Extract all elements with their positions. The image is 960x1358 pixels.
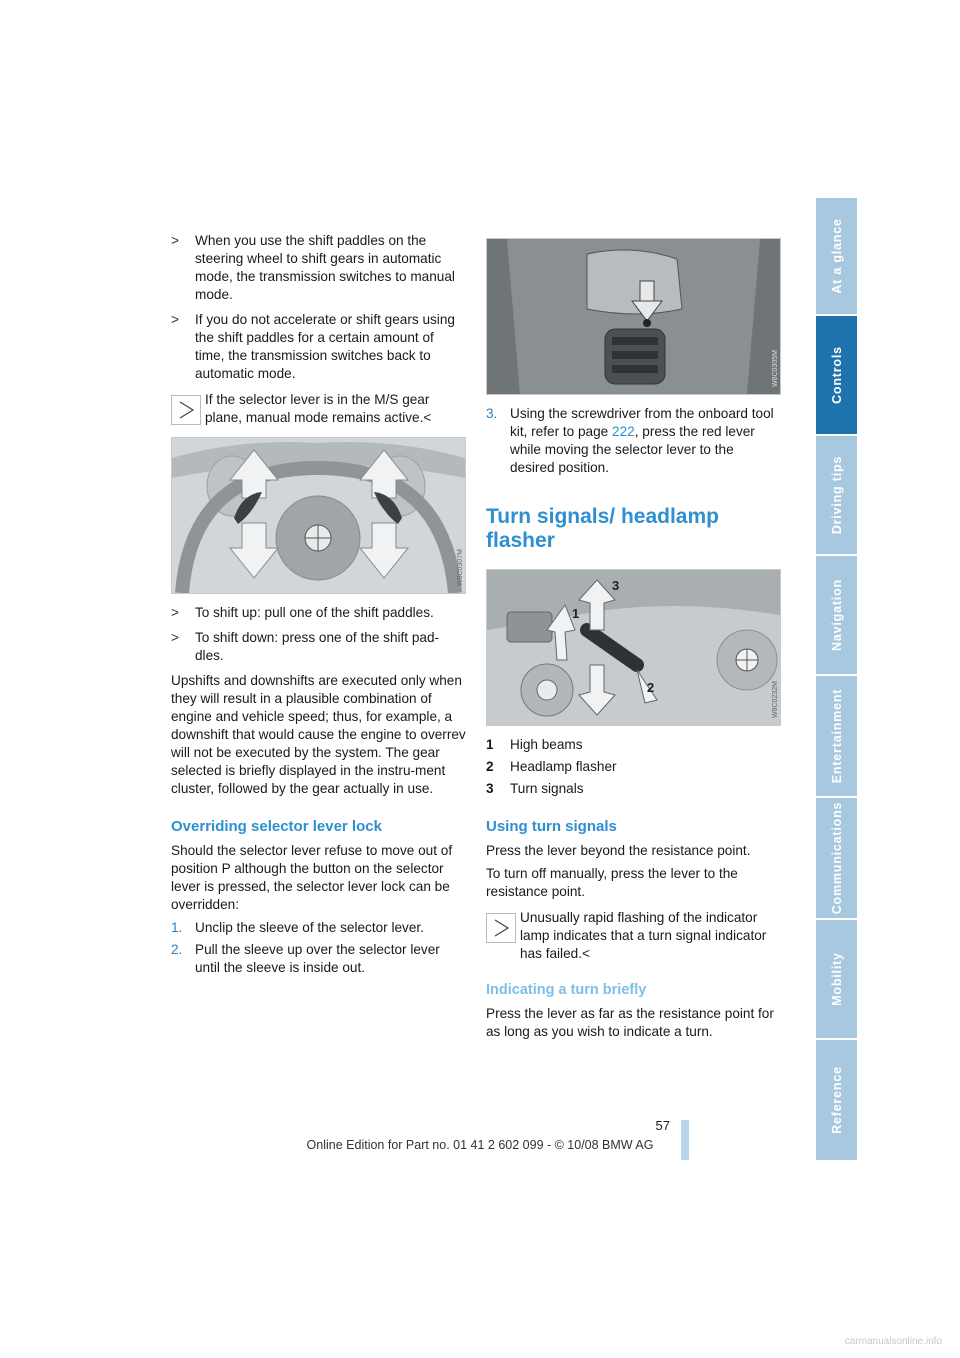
figure-code: W8C0307M <box>457 549 464 586</box>
note-triangle-icon <box>171 395 201 425</box>
list-item: > To shift down: press one of the shift pad-dles. <box>171 630 440 663</box>
subsection-heading: Using turn signals <box>486 818 617 835</box>
list-item: 1. Unclip the sleeve of the selector lever. <box>171 920 424 935</box>
list-item: 3. Using the screwdriver from the onboard tool kit, refer to page 222, press the red lever while moving the selector lever to the desired position. <box>486 406 774 475</box>
footer: Online Edition for Part no. 01 41 2 602 099 - © 10/08 BMW AG <box>306 1138 654 1152</box>
paragraph: Press the lever beyond the resistance point. <box>486 843 751 858</box>
tab-at-a-glance[interactable]: At a glance <box>816 198 857 314</box>
list-item: 2. Pull the sleeve up over the selector lever until the sleeve is inside out. <box>171 942 440 975</box>
tab-entertainment[interactable]: Entertainment <box>816 676 857 796</box>
tab-communications[interactable]: Communications <box>816 798 857 918</box>
page-link[interactable]: 222 <box>612 424 635 439</box>
figure-code: W8C0305M <box>772 350 779 387</box>
tab-navigation[interactable]: Navigation <box>816 556 857 674</box>
page-number: 57 <box>655 1118 670 1133</box>
list-item: > If you do not accelerate or shift gears using the shift paddles for a certain amount of time, the transmission switches back to automatic mode. <box>171 312 455 381</box>
tab-controls[interactable]: Controls <box>816 316 857 434</box>
legend-item: 1 High beams <box>486 737 583 752</box>
section-heading: Overriding selector lever lock <box>171 818 382 835</box>
paragraph: Upshifts and downshifts are executed only when they will result in a plausible combination of engine and vehicle speed; thus, for example, a downshift that would cause the engine to overrev will not be executed by the system. The gear selected is briefly displayed in the instru-ment cluster, followed by the gear actually in use. <box>171 673 466 796</box>
left-column <box>171 232 466 981</box>
watermark: carmanualsonline.info <box>844 1336 942 1347</box>
section-title: Turn signals/ headlamp flasher <box>486 505 719 552</box>
tab-reference[interactable]: Reference <box>816 1040 857 1160</box>
callout-label: 3 <box>612 578 620 593</box>
turn-signal-lever-figure <box>486 569 781 726</box>
tab-driving-tips[interactable]: Driving tips <box>816 436 857 554</box>
note: Unusually rapid flashing of the indicator lamp indicates that a turn signal indicator has failed.< <box>486 909 781 963</box>
right-column <box>486 238 781 1046</box>
note-triangle-icon <box>486 913 516 943</box>
side-navigation <box>816 198 857 1160</box>
legend-item: 3 Turn signals <box>486 781 584 796</box>
figure-code: W8C0232M <box>772 681 779 718</box>
paragraph: Press the lever as far as the resistance point for as long as you wish to indicate a turn. <box>486 1006 774 1039</box>
callout-label: 2 <box>647 680 655 695</box>
selector-lever-figure <box>486 238 781 395</box>
shift-paddles-figure <box>171 437 466 594</box>
minor-heading: Indicating a turn briefly <box>486 982 647 998</box>
paragraph: Should the selector lever refuse to move out of position P although the button on the selector lever is pressed, the selector lever lock can be overridden: <box>171 843 453 912</box>
paragraph: To turn off manually, press the lever to the resistance point. <box>486 866 738 899</box>
callout-label: 1 <box>572 606 580 621</box>
note: If the selector lever is in the M/S gear plane, manual mode remains active.< <box>171 391 466 427</box>
list-item: > To shift up: pull one of the shift paddles. <box>171 605 434 620</box>
tab-mobility[interactable]: Mobility <box>816 920 857 1038</box>
list-item: > When you use the shift paddles on the steering wheel to shift gears in automatic mode, the transmission switches to manual mode. <box>171 233 455 302</box>
legend-item: 2 Headlamp flasher <box>486 759 617 774</box>
